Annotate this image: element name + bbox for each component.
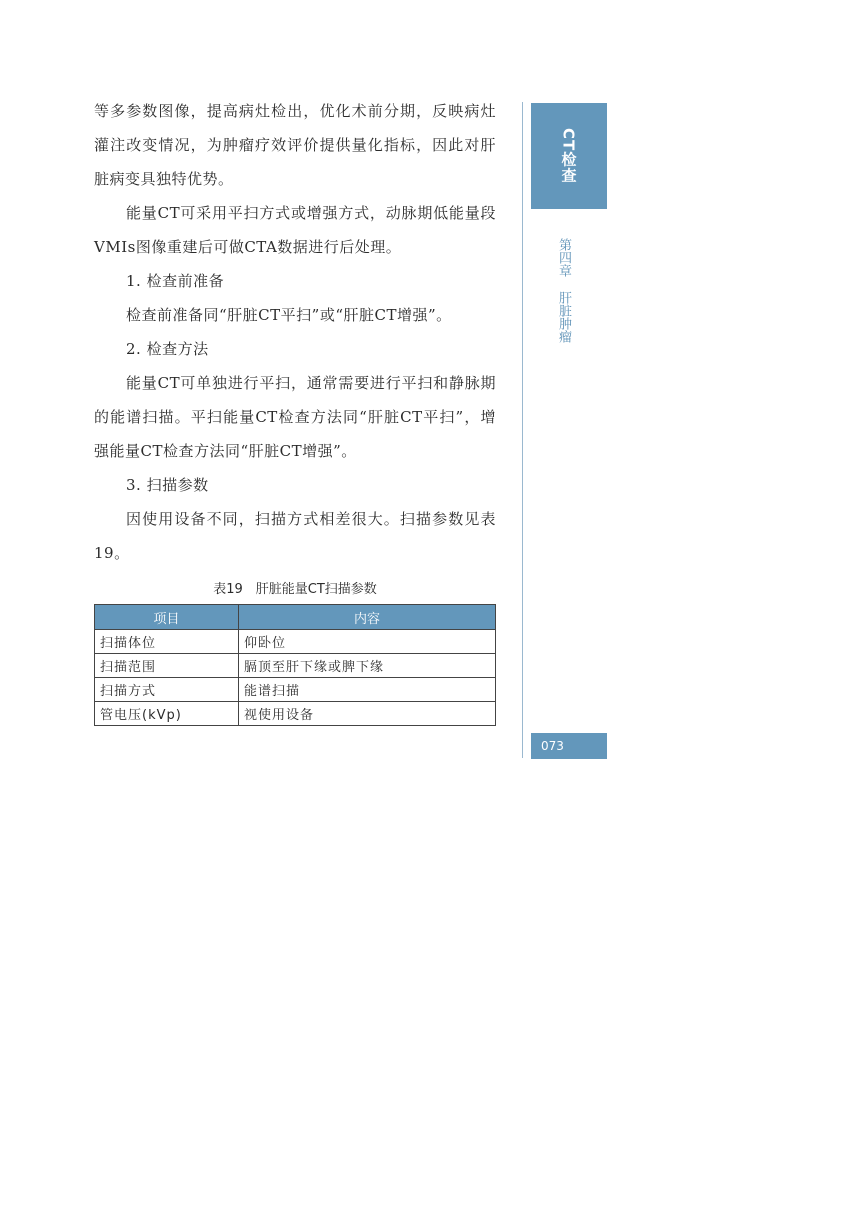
- table-row: [95, 654, 496, 678]
- section-heading: 3. 扫描参数: [126, 476, 209, 494]
- paragraph: 能量CT可单独进行平扫，通常需要进行平扫和静脉期的能谱扫描。平扫能量CT检查方法同“肝脏CT平扫”，增强能量CT检查方法同“肝脏CT增强”。: [94, 374, 496, 460]
- paragraph: 等多参数图像，提高病灶检出，优化术前分期，反映病灶灌注改变情况，为肿瘤疗效评价提供量化指标，因此对肝脏病变具独特优势。: [94, 102, 496, 188]
- chapter-title: 肝脏肿瘤: [556, 291, 571, 343]
- body-text: [94, 94, 496, 726]
- section-heading: 2. 检查方法: [126, 340, 209, 358]
- paragraph: 检查前准备同“肝脏CT平扫”或“肝脏CT增强”。: [126, 306, 452, 324]
- table-row: [95, 630, 496, 654]
- table-cell: 管电压(kVp): [95, 702, 239, 726]
- table-header-cell: 项目: [95, 605, 239, 630]
- table-cell: 膈顶至肝下缘或脾下缘: [239, 654, 496, 678]
- section-tab-label: CT检查: [559, 128, 578, 184]
- scan-parameters-table: [94, 604, 496, 726]
- table-cell: 扫描范围: [95, 654, 239, 678]
- paragraph: 因使用设备不同，扫描方式相差很大。扫描参数见表19。: [94, 510, 496, 562]
- paragraph: 能量CT可采用平扫方式或增强方式，动脉期低能量段VMIs图像重建后可做CTA数据进行后处理。: [94, 204, 496, 256]
- table-cell: 视使用设备: [239, 702, 496, 726]
- section-tab: [531, 103, 607, 209]
- table-cell: 扫描方式: [95, 678, 239, 702]
- table-cell: 仰卧位: [239, 630, 496, 654]
- table-row: [95, 678, 496, 702]
- table-header-cell: 内容: [239, 605, 496, 630]
- section-heading: 1. 检查前准备: [126, 272, 225, 290]
- chapter-marker: [556, 238, 570, 343]
- table-cell: 能谱扫描: [239, 678, 496, 702]
- table-caption: 表19 肝脏能量CT扫描参数: [213, 582, 377, 597]
- table-header-row: [95, 605, 496, 630]
- table-cell: 扫描体位: [95, 630, 239, 654]
- page-number: 073: [531, 733, 607, 759]
- margin-divider: [522, 102, 523, 758]
- table-row: [95, 702, 496, 726]
- chapter-label: 第四章: [556, 238, 571, 277]
